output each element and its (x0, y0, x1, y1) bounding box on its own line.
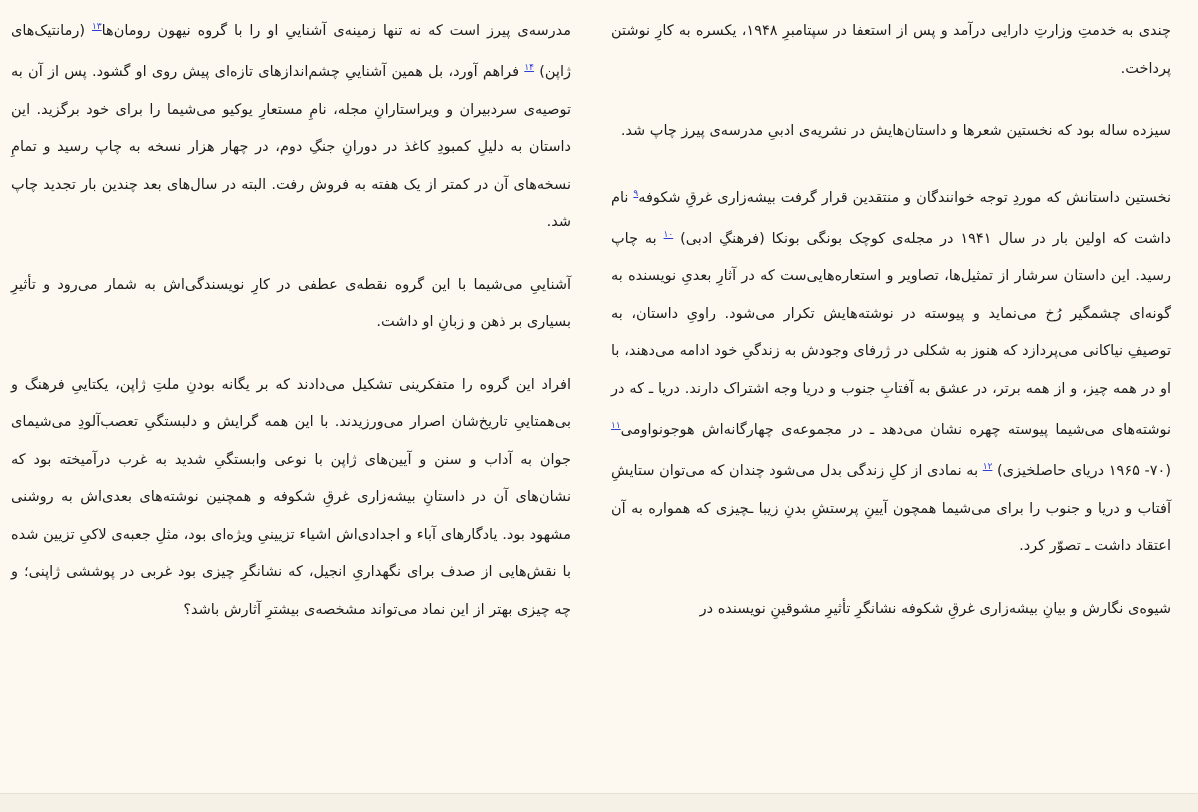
text-segment: به نمادی از کلِ زندگی بدل می‌شود چندان که می‌توان ستایشِ آفتاب و دریا و جنوب را برای می‌شیما همچون آیینِ پرستشِ بدنِ زیبا ـچیزی که همواره به آن اعتقاد داشت ـ تصوّر کرد. (611, 463, 1171, 555)
paragraph-peers-school (11, 9, 571, 242)
footnote-link-10[interactable]: ۱۰ (663, 229, 674, 240)
text-segment: به چاپ رسید. این داستان سرشار از تمثیل‌ها، تصاویر و استعاره‌هایی‌ست که در آثارِ بعدیِ نویسنده به گونه‌ای چشمگیر رُخ می‌نماید و پیوسته در نوشته‌هایش تکرار می‌شود. راویِ داستان، به توصیفِ نیاکانی می‌پردازد که هنوز به شکلی در ژرفای وجودش به زندگیِ خود ادامه می‌دهند، با او در همه چیز، و از همه برتر، در عشق به آفتابِ جنوب و دریا وجه اشتراک دارند. دریا ـ که در نوشته‌های می‌شیما پیوسته چهره نشان می‌دهد ـ در مجموعه‌ی چهارگانه‌اش هوجونواومی (611, 230, 1171, 438)
text-segment: نخستین داستانش که موردِ توجه خوانندگان و منتقدین قرار گرفت بیشه‌زاری غرقِ شکوفه (638, 189, 1171, 206)
paragraph-group-members: افراد این گروه را متفکرینی تشکیل می‌دادند که بر یگانه بودنِ ملتِ ژاپن، یکتاییِ فرهنگ و بی‌همتاییِ تاریخ‌شان اصرار می‌ورزیدند. با این همه گرایش و دلبستگیِ تعصب‌آلودِ می‌شیمای جوان به آداب و سنن و آیین‌های ژاپن با نوعی وابستگیِ شدید به غرب درآمیخته بود که نشان‌های آن در داستانِ بیشه‌زاری غرقِ شکوفه و همچنین نوشته‌های بعدی‌اش به روشنی مشهود بود. یادگارهای آباء و اجدادی‌اش اشیاء تزیینیِ ویژه‌ای بود، مثلِ جعبه‌ی لاکیِ تزیین شده با نقش‌هایی از صدف برای نگهداریِ انجیل، که نشانگرِ چیزی بود غربی در پوششی ژاپنی؛ و چه چیزی بهتر از این نماد می‌تواند مشخصه‌ی بیشترِ آثارش باشد؟ (11, 376, 571, 618)
text-segment: فراهم آورد، بل همین آشناییِ چشم‌اندازهای تازه‌ای پیش روی او گشود. پس از آن به توصیه‌ی سردبیران و ویراستارانِ مجله، نامِ مستعارِ یوکیو می‌شیما را برای خود برگزید. این داستان به دلیلِ کمبودِ کاغذ در دورانِ جنگِ دوم، در چهار هزار نسخه به چاپ رسید و تمامِ نسخه‌های آن در کمتر از یک هفته به فروش رفت. البته در سال‌های بعد چندین بار تجدید چاپ شد. (11, 64, 571, 231)
paragraph-first-poems: سیزده ساله بود که نخستین شعرها و داستان‌هایش در نشریه‌ی ادبیِ مدرسه‌ی پیرز چاپ شد. (620, 123, 1171, 139)
paragraph-turning-point: آشناییِ می‌شیما با این گروه نقطه‌ی عطفی در کارِ نویسندگی‌اش به شمار می‌رود و تأثیرِ بسیاری بر ذهن و زبانِ او داشت. (11, 276, 571, 331)
paragraph-writing-style: شیوه‌ی نگارش و بیانِ بیشه‌زاری غرقِ شکوفه نشانگرِ تأثیرِ مشوقینِ نویسنده در (699, 600, 1171, 617)
footnote-link-14[interactable]: ۱۴ (524, 63, 534, 74)
text-segment: مدرسه‌ی پیرز است که نه تنها زمینه‌ی آشناییِ او را با گروه نیهون رومان‌ها (101, 22, 571, 39)
text-segment: (۷۰- ۱۹۶۵ دریای حاصلخیزی) (992, 463, 1172, 480)
footnote-link-9[interactable]: ۹ (633, 188, 639, 199)
page-bottom-edge (0, 793, 1198, 812)
paragraph-employment: چندی به خدمتِ وزارتِ دارایی درآمد و پس از استعفا در سپتامبرِ ۱۹۴۸، یکسره به کارِ نوشتن پرداخت. (611, 23, 1171, 77)
footnote-link-11[interactable]: ۱۱ (611, 421, 621, 432)
footnote-link-13[interactable]: ۱۳ (91, 22, 102, 32)
paragraph-first-story (611, 176, 1171, 566)
right-column (611, 0, 1171, 628)
left-column (11, 0, 571, 629)
footnote-link-12[interactable]: ۱۲ (982, 462, 993, 473)
text-segment: (رمانتیک‌های ژاپن) (11, 22, 571, 81)
text-segment: نام داشت که اولین بار در سال ۱۹۴۱ در مجله‌ی کوچک بونگی بونکا (فرهنگِ ادبی) (611, 189, 1172, 247)
